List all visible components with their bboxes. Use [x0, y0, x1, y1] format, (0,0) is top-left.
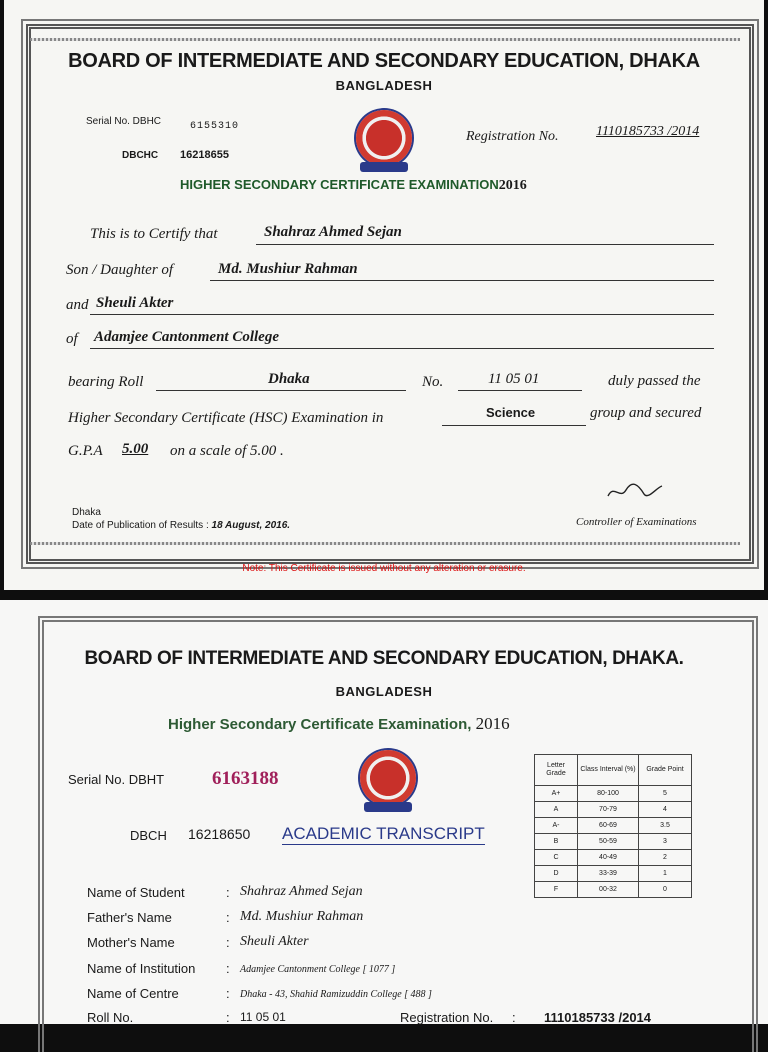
transcript-serial-number: 6163188 — [212, 768, 279, 789]
transcript-board-name: BOARD OF INTERMEDIATE AND SECONDARY EDUCATION, DHAKA. — [84, 648, 684, 669]
roll-number-line — [458, 390, 582, 391]
grade-point: 1 — [639, 866, 692, 882]
dbchc-label: DBCHC — [122, 150, 159, 161]
transcript-seal-icon — [360, 750, 416, 806]
board-name: BOARD OF INTERMEDIATE AND SECONDARY EDUCATION, DHAKA — [68, 50, 700, 72]
grade-interval: 80-100 — [578, 786, 639, 802]
grade-interval: 60-69 — [578, 818, 639, 834]
registration-number: 1110185733 /2014 — [596, 124, 700, 139]
group-secured-label: group and secured — [590, 405, 702, 421]
exam-title-row — [180, 177, 527, 194]
transcript-exam-year: 2016 — [475, 714, 510, 733]
field-colon: : — [226, 961, 230, 976]
college-name: Adamjee Cantonment College — [94, 329, 280, 345]
grade-point: 5 — [639, 786, 692, 802]
field-value-student: Shahraz Ahmed Sejan — [240, 884, 363, 899]
no-label: No. — [422, 374, 444, 390]
field-label-student: Name of Student — [87, 885, 185, 900]
field-value-centre: Dhaka - 43, Shahid Ramizuddin College [ 488 ] — [240, 989, 432, 1000]
publication-label: Date of Publication of Results : — [72, 520, 209, 531]
grade-header-interval: Class Interval (%) — [578, 755, 639, 786]
serial-label: Serial No. DBHC — [86, 116, 162, 127]
field-colon: : — [512, 1010, 516, 1025]
certificate-note: Note: This Certificate is issued without any alteration or erasure. — [242, 563, 526, 574]
grade-table-row — [535, 866, 692, 882]
field-label-roll: Roll No. — [87, 1010, 134, 1025]
publication-row — [72, 520, 290, 531]
field-value-institution: Adamjee Cantonment College [ 1077 ] — [240, 964, 396, 975]
student-name: Shahraz Ahmed Sejan — [264, 224, 402, 240]
field-label-centre: Name of Centre — [87, 986, 179, 1001]
and-label: and — [66, 297, 89, 313]
field-label-mother: Mother's Name — [87, 935, 175, 950]
roll-number: 11 05 01 — [488, 371, 540, 387]
grade-letter: F — [535, 882, 578, 898]
grade-table-row — [535, 786, 692, 802]
transcript-serial-label: Serial No. DBHT — [68, 772, 165, 787]
son-daughter-label: Son / Daughter of — [66, 262, 174, 278]
grade-scale-table — [534, 754, 692, 898]
grade-point: 3 — [639, 834, 692, 850]
transcript-country-name: BANGLADESH — [335, 684, 433, 699]
grade-interval: 33-39 — [578, 866, 639, 882]
grade-table-row — [535, 802, 692, 818]
serial-number: 6155310 — [190, 121, 240, 132]
grade-table-row — [535, 834, 692, 850]
grade-table-header — [535, 755, 692, 786]
field-colon: : — [226, 1010, 230, 1025]
group-name: Science — [486, 405, 536, 420]
group-line — [442, 425, 586, 426]
transcript-registration-number: 1110185733 /2014 — [544, 1010, 652, 1025]
country-name: BANGLADESH — [335, 78, 433, 93]
scale-label: on a scale of 5.00 . — [170, 443, 284, 459]
grade-header-letter: Letter Grade — [535, 755, 578, 786]
transcript-exam-row — [168, 714, 510, 734]
grade-letter: B — [535, 834, 578, 850]
student-name-line — [256, 244, 714, 245]
roll-centre: Dhaka — [268, 371, 310, 387]
field-label-institution: Name of Institution — [87, 961, 196, 976]
board-seal-icon — [356, 110, 412, 166]
field-colon: : — [226, 910, 230, 925]
mother-name-line — [90, 314, 714, 315]
grade-table-row — [535, 818, 692, 834]
grade-header-point: Grade Point — [639, 755, 692, 786]
grade-letter: A- — [535, 818, 578, 834]
field-colon: : — [226, 935, 230, 950]
controller-signature-icon — [604, 480, 664, 504]
dbchc-number: 16218655 — [180, 149, 229, 161]
father-name: Md. Mushiur Rahman — [218, 261, 358, 277]
college-line — [90, 348, 714, 349]
transcript-dbch-number: 16218650 — [188, 826, 251, 842]
grade-letter: C — [535, 850, 578, 866]
page-gap — [0, 590, 768, 600]
microprint-bottom — [30, 542, 740, 545]
certify-label: This is to Certify that — [90, 226, 218, 242]
grade-point: 3.5 — [639, 818, 692, 834]
field-colon: : — [226, 885, 230, 900]
place-name: Dhaka — [72, 507, 101, 518]
grade-letter: A+ — [535, 786, 578, 802]
gpa-value: 5.00 — [122, 441, 149, 457]
of-label: of — [66, 331, 78, 347]
field-value-roll: 11 05 01 — [240, 1010, 286, 1024]
transcript-sheet — [0, 600, 768, 1024]
grade-point: 0 — [639, 882, 692, 898]
grade-interval: 70-79 — [578, 802, 639, 818]
transcript-title: ACADEMIC TRANSCRIPT — [282, 824, 485, 843]
hsc-label: Higher Secondary Certificate (HSC) Examination in — [68, 410, 384, 426]
grade-interval: 40-49 — [578, 850, 639, 866]
duly-passed-label: duly passed the — [608, 373, 701, 389]
field-label-father: Father's Name — [87, 910, 172, 925]
gpa-label: G.P.A — [68, 443, 103, 459]
roll-centre-line — [156, 390, 406, 391]
field-colon: : — [226, 986, 230, 1001]
exam-year: 2016 — [498, 178, 527, 193]
exam-title: HIGHER SECONDARY CERTIFICATE EXAMINATION — [180, 177, 499, 192]
controller-label: Controller of Examinations — [576, 516, 697, 528]
grade-letter: A — [535, 802, 578, 818]
registration-label: Registration No. — [466, 129, 559, 144]
field-value-mother: Sheuli Akter — [240, 934, 309, 949]
certificate-sheet — [4, 0, 764, 590]
grade-letter: D — [535, 866, 578, 882]
grade-table-row — [535, 882, 692, 898]
grade-point: 2 — [639, 850, 692, 866]
mother-name: Sheuli Akter — [96, 295, 174, 311]
publication-date: 18 August, 2016. — [211, 520, 291, 531]
transcript-exam-title: Higher Secondary Certificate Examination, — [168, 716, 472, 733]
bearing-roll-label: bearing Roll — [68, 374, 144, 390]
grade-interval: 50-59 — [578, 834, 639, 850]
transcript-registration-label: Registration No. — [400, 1010, 494, 1025]
field-value-father: Md. Mushiur Rahman — [240, 909, 364, 924]
transcript-dbch-label: DBCH — [130, 828, 167, 843]
microprint-top — [30, 38, 740, 41]
grade-interval: 00-32 — [578, 882, 639, 898]
grade-table-row — [535, 850, 692, 866]
grade-point: 4 — [639, 802, 692, 818]
father-name-line — [210, 280, 714, 281]
